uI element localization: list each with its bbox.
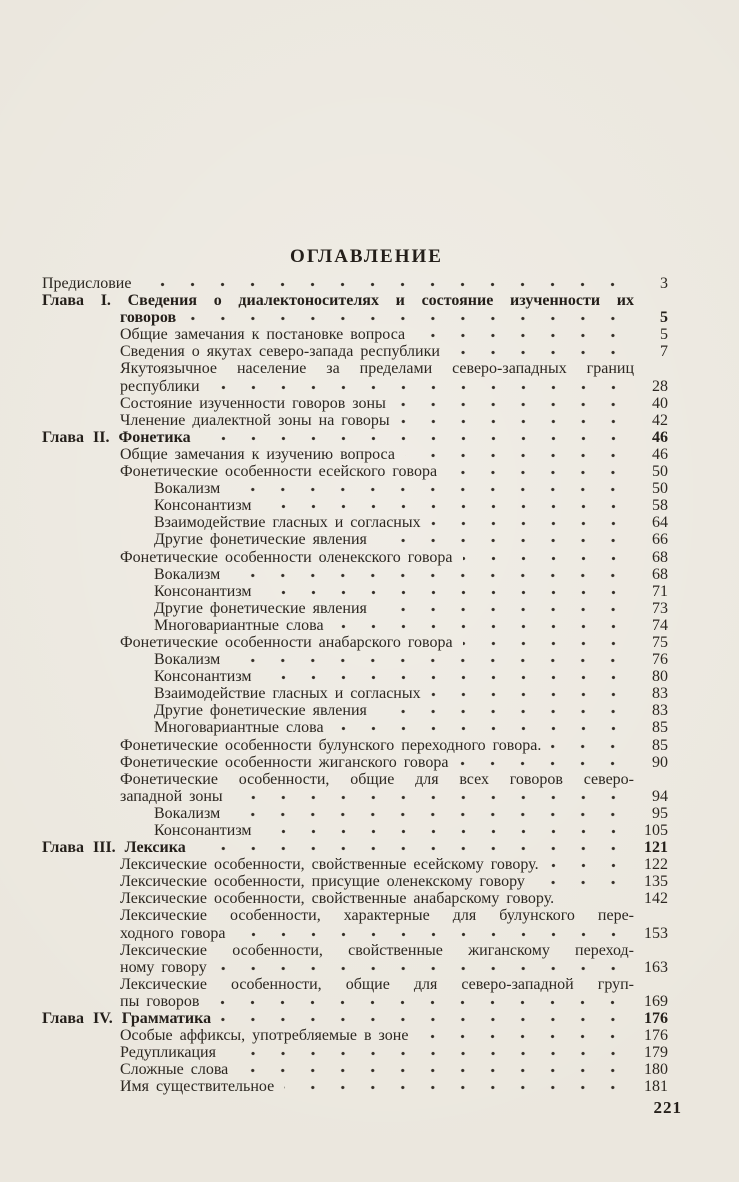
toc-entry bbox=[42, 719, 668, 736]
toc-entry-text: Лексические особенности, общие для северо-западной груп- bbox=[120, 975, 634, 993]
dot-leader bbox=[535, 874, 630, 886]
toc-entry-page: 163 bbox=[644, 958, 668, 976]
toc-entry-text: Общие замечания к изучению вопроса bbox=[120, 445, 395, 463]
dot-leader bbox=[221, 1011, 630, 1023]
toc-entry-text: Сложные слова bbox=[120, 1061, 229, 1079]
dot-leader bbox=[217, 960, 630, 972]
toc-entry-text: Якутоязычное население за пределами северо-западных границ bbox=[120, 360, 634, 378]
dot-leader bbox=[450, 344, 630, 356]
toc-entry-text: Глава IV. Грамматика bbox=[42, 1010, 212, 1028]
toc-entry-page: 28 bbox=[652, 377, 668, 395]
toc-entry-page: 7 bbox=[660, 343, 668, 361]
dot-leader bbox=[418, 1028, 630, 1040]
toc-entry-text: Фонетические особенности анабарского говора bbox=[120, 633, 453, 651]
toc-entry-page: 58 bbox=[652, 497, 668, 515]
toc-entry-page: 90 bbox=[652, 753, 668, 771]
toc-entry-text: Состояние изученности говоров зоны bbox=[120, 394, 386, 412]
dot-leader bbox=[334, 720, 630, 732]
toc-entry-text: ходного говора bbox=[120, 924, 226, 942]
toc-entry-text: Предисловие bbox=[42, 275, 132, 292]
toc-entry-text: Консонантизм bbox=[154, 582, 252, 600]
toc-entry-text: Консонантизм bbox=[154, 668, 252, 686]
toc-entry bbox=[42, 890, 668, 907]
toc-entry bbox=[42, 1061, 668, 1078]
toc-entry-page: 46 bbox=[652, 428, 668, 446]
toc-entry bbox=[42, 343, 668, 360]
toc-entry-text: Лексические особенности, свойственные анабарскому говору. bbox=[120, 890, 555, 908]
dot-leader bbox=[377, 703, 630, 715]
toc-entry-page: 5 bbox=[660, 326, 668, 344]
dot-leader bbox=[196, 840, 630, 852]
toc-entry-page: 68 bbox=[652, 565, 668, 583]
dot-leader bbox=[262, 823, 630, 835]
toc-entry bbox=[42, 463, 668, 480]
dot-leader bbox=[230, 652, 630, 664]
toc-entry bbox=[42, 805, 668, 822]
toc-entry-text: Многовариантные слова bbox=[154, 616, 324, 634]
toc-entry-text: Вокализм bbox=[154, 480, 221, 498]
toc-entry bbox=[42, 480, 668, 497]
dot-leader bbox=[236, 926, 630, 938]
toc-list bbox=[42, 275, 668, 1096]
toc-entry bbox=[42, 497, 668, 514]
toc-entry-text: Сведения о якутах северо-запада республики bbox=[120, 343, 440, 361]
dot-leader bbox=[463, 635, 630, 647]
toc-entry bbox=[42, 737, 668, 754]
dot-leader bbox=[431, 515, 630, 527]
dot-leader bbox=[262, 669, 630, 681]
toc-entry-text: Членение диалектной зоны на говоры bbox=[120, 411, 390, 429]
toc-entry-page: 176 bbox=[644, 1027, 668, 1045]
dot-leader bbox=[400, 413, 630, 425]
toc-entry-page: 80 bbox=[652, 668, 668, 686]
toc-entry-text: Особые аффиксы, употребляемые в зоне bbox=[120, 1027, 409, 1045]
toc-entry-page: 176 bbox=[644, 1010, 668, 1028]
toc-entry bbox=[42, 993, 668, 1010]
toc-entry bbox=[42, 822, 668, 839]
toc-entry-page: 73 bbox=[652, 599, 668, 617]
toc-entry bbox=[42, 788, 668, 805]
dot-leader bbox=[447, 464, 630, 476]
dot-leader bbox=[564, 891, 630, 903]
toc-entry-page: 83 bbox=[652, 685, 668, 703]
toc-entry-page: 105 bbox=[644, 822, 668, 839]
dot-leader bbox=[238, 1062, 630, 1074]
toc-entry-text: Консонантизм bbox=[154, 497, 252, 515]
page-title: ОГЛАВЛЕНИЕ bbox=[290, 245, 443, 267]
toc-entry-text: Вокализм bbox=[154, 804, 221, 822]
dot-leader bbox=[284, 1079, 630, 1091]
toc-entry-page: 5 bbox=[660, 309, 668, 327]
toc-entry bbox=[42, 942, 668, 959]
toc-entry-page: 46 bbox=[652, 445, 668, 463]
dot-leader bbox=[209, 994, 630, 1006]
toc-entry bbox=[42, 446, 668, 463]
toc-entry bbox=[42, 600, 668, 617]
toc-entry bbox=[42, 549, 668, 566]
toc-entry-text: Фонетические особенности, общие для всех говоров северо- bbox=[120, 770, 634, 788]
toc-entry-text: Взаимодействие гласных и согласных bbox=[154, 685, 421, 703]
toc-entry bbox=[42, 839, 668, 856]
toc-entry-text: Фонетические особенности есейского говора bbox=[120, 463, 438, 481]
toc-entry bbox=[42, 856, 668, 873]
dot-leader bbox=[141, 276, 630, 288]
dot-leader bbox=[201, 430, 630, 442]
toc-entry-text: Глава I. Сведения о диалектоносителях и состояние изученности их bbox=[42, 292, 634, 310]
toc-entry bbox=[42, 702, 668, 719]
toc-entry-page: 64 bbox=[652, 514, 668, 532]
toc-entry-page: 121 bbox=[644, 839, 668, 857]
toc-entry-page: 74 bbox=[652, 616, 668, 634]
toc-entry-text: Другие фонетические явления bbox=[154, 599, 367, 617]
toc-entry-text: Лексические особенности, свойственные есейскому говору. bbox=[120, 856, 539, 874]
toc-entry bbox=[42, 275, 668, 292]
toc-entry-text: Фонетические особенности жиганского говора bbox=[120, 753, 449, 771]
toc-entry bbox=[42, 514, 668, 531]
toc-entry bbox=[42, 754, 668, 771]
toc-entry bbox=[42, 395, 668, 412]
dot-leader bbox=[230, 806, 630, 818]
toc-entry-page: 50 bbox=[652, 463, 668, 481]
dot-leader bbox=[396, 396, 630, 408]
toc-entry bbox=[42, 685, 668, 702]
toc-entry-text: Консонантизм bbox=[154, 822, 252, 839]
toc-entry bbox=[42, 309, 668, 326]
toc-entry-page: 66 bbox=[652, 531, 668, 549]
toc-entry-text: Имя существительное bbox=[120, 1078, 275, 1096]
toc-entry-text: Глава II. Фонетика bbox=[42, 428, 191, 446]
dot-leader bbox=[377, 532, 630, 544]
dot-leader bbox=[415, 327, 630, 339]
toc-entry-text: Фонетические особенности оленекского говора bbox=[120, 548, 453, 566]
toc-entry bbox=[42, 959, 668, 976]
toc-entry bbox=[42, 292, 668, 309]
dot-leader bbox=[230, 481, 630, 493]
toc-entry-page: 42 bbox=[652, 411, 668, 429]
toc-entry-text: Лексические особенности, характерные для булунского пере- bbox=[120, 907, 634, 925]
dot-leader bbox=[226, 1045, 630, 1057]
dot-leader bbox=[262, 498, 630, 510]
toc-entry bbox=[42, 429, 668, 446]
toc-entry bbox=[42, 583, 668, 600]
dot-leader bbox=[551, 738, 630, 750]
toc-entry-page: 135 bbox=[644, 873, 668, 891]
toc-entry-text: Взаимодействие гласных и согласных bbox=[154, 514, 421, 532]
dot-leader bbox=[463, 550, 630, 562]
toc-entry-page: 142 bbox=[644, 890, 668, 908]
toc-entry-page: 3 bbox=[660, 275, 668, 292]
toc-entry bbox=[42, 925, 668, 942]
toc-entry bbox=[42, 1078, 668, 1095]
dot-leader bbox=[210, 379, 630, 391]
toc-entry bbox=[42, 634, 668, 651]
toc-entry-page: 68 bbox=[652, 548, 668, 566]
toc-entry-page: 83 bbox=[652, 702, 668, 720]
dot-leader bbox=[405, 447, 630, 459]
toc-entry bbox=[42, 378, 668, 395]
toc-entry-text: пы говоров bbox=[120, 992, 200, 1010]
toc-entry-page: 95 bbox=[652, 804, 668, 822]
toc-entry bbox=[42, 873, 668, 890]
toc-entry-page: 85 bbox=[652, 719, 668, 737]
toc-entry-text: западной зоны bbox=[120, 787, 223, 805]
dot-leader bbox=[549, 857, 630, 869]
toc-entry bbox=[42, 566, 668, 583]
folio-page-number: 221 bbox=[653, 1098, 682, 1117]
toc-entry-text: Вокализм bbox=[154, 565, 221, 583]
toc-entry-page: 40 bbox=[652, 394, 668, 412]
dot-leader bbox=[230, 567, 630, 579]
dot-leader bbox=[262, 584, 630, 596]
toc-entry-text: Лексические особенности, свойственные жиганскому переход- bbox=[120, 941, 634, 959]
toc-entry bbox=[42, 651, 668, 668]
toc-entry bbox=[42, 531, 668, 548]
toc-entry-page: 76 bbox=[652, 651, 668, 669]
toc-entry bbox=[42, 976, 668, 993]
toc-entry bbox=[42, 360, 668, 377]
toc-entry-page: 181 bbox=[644, 1078, 668, 1096]
toc-entry-page: 50 bbox=[652, 480, 668, 498]
toc-entry-text: говоров bbox=[120, 309, 177, 327]
dot-leader bbox=[334, 618, 630, 630]
toc-entry-page: 122 bbox=[644, 856, 668, 874]
toc-entry bbox=[42, 617, 668, 634]
toc-entry bbox=[42, 771, 668, 788]
toc-entry-page: 169 bbox=[644, 992, 668, 1010]
dot-leader bbox=[458, 755, 630, 767]
toc-entry-text: Редупликация bbox=[120, 1044, 216, 1062]
toc-entry-text: Другие фонетические явления bbox=[154, 531, 367, 549]
toc-entry-page: 85 bbox=[652, 736, 668, 754]
toc-entry-text: ному говору bbox=[120, 958, 207, 976]
dot-leader bbox=[233, 789, 630, 801]
dot-leader bbox=[377, 601, 630, 613]
toc-entry bbox=[42, 1044, 668, 1061]
toc-entry bbox=[42, 668, 668, 685]
dot-leader bbox=[431, 686, 630, 698]
toc-entry-page: 71 bbox=[652, 582, 668, 600]
toc-entry-page: 75 bbox=[652, 633, 668, 651]
toc-entry-page: 153 bbox=[644, 924, 668, 942]
toc-entry-text: Другие фонетические явления bbox=[154, 702, 367, 720]
toc-entry-text: Глава III. Лексика bbox=[42, 839, 186, 857]
toc-entry-text: Вокализм bbox=[154, 651, 221, 669]
toc-entry-text: республики bbox=[120, 377, 200, 395]
toc-entry bbox=[42, 326, 668, 343]
toc-entry bbox=[42, 907, 668, 924]
toc-entry-text: Лексические особенности, присущие оленекскому говору bbox=[120, 873, 525, 891]
toc-entry bbox=[42, 1010, 668, 1027]
toc-entry-text: Общие замечания к постановке вопроса bbox=[120, 326, 406, 344]
toc-entry-page: 94 bbox=[652, 787, 668, 805]
toc-entry-page: 179 bbox=[644, 1044, 668, 1062]
toc-entry-text: Фонетические особенности булунского переходного говора. bbox=[120, 736, 542, 754]
toc-entry-page: 180 bbox=[644, 1061, 668, 1079]
toc-entry-text: Многовариантные слова bbox=[154, 719, 324, 737]
toc-entry bbox=[42, 412, 668, 429]
toc-entry bbox=[42, 1027, 668, 1044]
dot-leader bbox=[186, 310, 630, 322]
